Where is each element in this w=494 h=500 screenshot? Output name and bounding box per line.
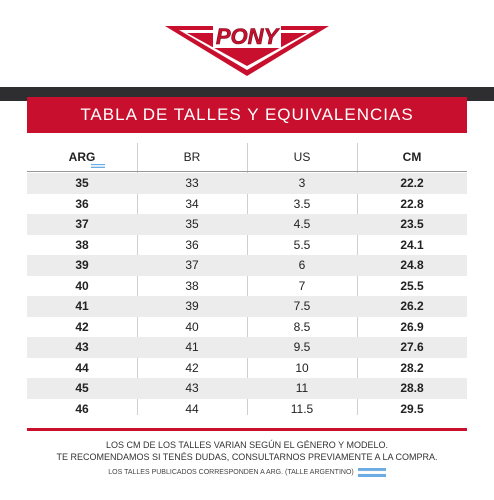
cell-br: 39 bbox=[185, 299, 199, 314]
cell-br: 35 bbox=[185, 217, 199, 232]
cell-us: 9.5 bbox=[293, 340, 311, 355]
table-row bbox=[27, 337, 467, 358]
cell-cm: 28.2 bbox=[400, 360, 424, 375]
table-row bbox=[27, 296, 467, 317]
cell-us: 3.5 bbox=[293, 196, 311, 211]
cell-us: 6 bbox=[298, 258, 306, 273]
note-cm-variation: LOS CM DE LOS TALLES VARIAN SEGÚN EL GÉNERO Y MODELO. bbox=[106, 440, 388, 450]
cell-cm: 22.8 bbox=[400, 196, 424, 211]
note-arg-sizes bbox=[0, 468, 494, 477]
table-row bbox=[27, 255, 467, 276]
cell-arg: 39 bbox=[75, 258, 89, 273]
cell-cm: 25.5 bbox=[400, 278, 424, 293]
header-cm: CM bbox=[402, 150, 422, 164]
table-row bbox=[27, 358, 467, 379]
cell-us: 7 bbox=[298, 278, 306, 293]
cell-us: 4.5 bbox=[293, 217, 311, 232]
cell-us: 11.5 bbox=[290, 401, 314, 416]
cell-br: 37 bbox=[185, 258, 199, 273]
size-table bbox=[27, 143, 467, 419]
cell-br: 40 bbox=[185, 319, 199, 334]
cell-br: 41 bbox=[185, 340, 199, 355]
cell-cm: 23.5 bbox=[400, 217, 424, 232]
table-row bbox=[27, 378, 467, 399]
cell-arg: 45 bbox=[75, 381, 89, 396]
pony-logo bbox=[165, 20, 329, 78]
cell-us: 10 bbox=[295, 360, 309, 375]
cell-arg: 42 bbox=[75, 319, 89, 334]
cell-cm: 27.6 bbox=[400, 340, 424, 355]
cell-us: 7.5 bbox=[293, 299, 311, 314]
cell-arg: 37 bbox=[75, 217, 89, 232]
cell-us: 3 bbox=[298, 176, 306, 191]
cell-br: 36 bbox=[185, 237, 199, 252]
cell-cm: 22.2 bbox=[400, 176, 424, 191]
cell-br: 38 bbox=[185, 278, 199, 293]
cell-cm: 28.8 bbox=[400, 381, 424, 396]
cell-arg: 40 bbox=[75, 278, 89, 293]
table-row bbox=[27, 276, 467, 297]
cell-br: 33 bbox=[185, 176, 199, 191]
table-row bbox=[27, 214, 467, 235]
cell-us: 8.5 bbox=[293, 319, 311, 334]
cell-arg: 46 bbox=[75, 401, 89, 416]
cell-arg: 44 bbox=[75, 360, 89, 375]
cell-cm: 26.9 bbox=[400, 319, 424, 334]
header-rule bbox=[27, 171, 467, 172]
argentina-flag-icon bbox=[91, 164, 105, 168]
cell-br: 44 bbox=[185, 401, 199, 416]
cell-cm: 24.8 bbox=[400, 258, 424, 273]
table-row bbox=[27, 317, 467, 338]
cell-arg: 43 bbox=[75, 340, 89, 355]
cell-cm: 29.5 bbox=[400, 401, 424, 416]
table-row bbox=[27, 399, 467, 420]
header-br: BR bbox=[183, 150, 201, 164]
table-row bbox=[27, 194, 467, 215]
header-us: US bbox=[293, 150, 311, 164]
cell-br: 42 bbox=[185, 360, 199, 375]
cell-cm: 24.1 bbox=[400, 237, 424, 252]
note-consult: TE RECOMENDAMOS SI TENÉS DUDAS, CONSULTARNOS PREVIAMENTE A LA COMPRA. bbox=[56, 452, 438, 462]
table-row bbox=[27, 235, 467, 256]
logo-wordmark: PONY bbox=[215, 24, 279, 49]
cell-us: 5.5 bbox=[293, 237, 311, 252]
footer-rule bbox=[27, 428, 467, 431]
argentina-flag-icon bbox=[358, 468, 386, 477]
table-body bbox=[27, 173, 467, 419]
cell-arg: 36 bbox=[75, 196, 89, 211]
table-row bbox=[27, 173, 467, 194]
cell-br: 34 bbox=[185, 196, 199, 211]
header-arg: ARG bbox=[68, 150, 96, 164]
cell-arg: 38 bbox=[75, 237, 89, 252]
note-arg-text: LOS TALLES PUBLICADOS CORRESPONDEN A ARG. (TALLE ARGENTINO) bbox=[108, 469, 354, 476]
page-title: TABLA DE TALLES Y EQUIVALENCIAS bbox=[27, 97, 467, 133]
cell-arg: 35 bbox=[75, 176, 89, 191]
pony-chevron-logo bbox=[165, 20, 329, 78]
cell-arg: 41 bbox=[75, 299, 89, 314]
cell-us: 11 bbox=[295, 381, 309, 396]
cell-br: 43 bbox=[185, 381, 199, 396]
cell-cm: 26.2 bbox=[400, 299, 424, 314]
